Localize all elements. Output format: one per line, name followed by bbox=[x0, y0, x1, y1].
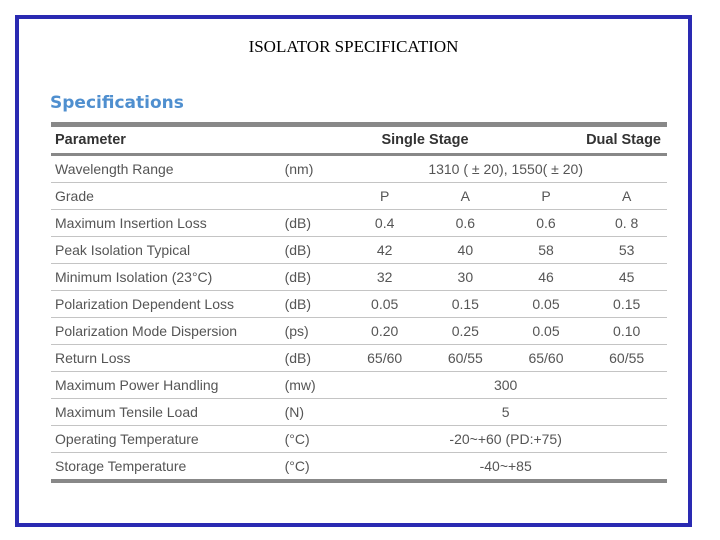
unit-cell: (mw) bbox=[285, 372, 345, 399]
value-cell: 0.20 bbox=[344, 318, 425, 345]
unit-cell: (nm) bbox=[285, 155, 345, 183]
value-cell: 53 bbox=[586, 237, 667, 264]
unit-cell: (N) bbox=[285, 399, 345, 426]
value-cell: 0.05 bbox=[506, 318, 587, 345]
param-cell: Storage Temperature bbox=[51, 453, 285, 482]
value-cell: P bbox=[506, 183, 587, 210]
value-cell: 65/60 bbox=[344, 345, 425, 372]
table-row bbox=[51, 453, 667, 482]
value-cell: 0.05 bbox=[344, 291, 425, 318]
value-cell: 30 bbox=[425, 264, 506, 291]
param-cell: Return Loss bbox=[51, 345, 285, 372]
table-row bbox=[51, 345, 667, 372]
param-cell: Operating Temperature bbox=[51, 426, 285, 453]
value-cell: 45 bbox=[586, 264, 667, 291]
value-cell: 32 bbox=[344, 264, 425, 291]
value-cell: 58 bbox=[506, 237, 587, 264]
param-cell: Polarization Dependent Loss bbox=[51, 291, 285, 318]
value-cell: 65/60 bbox=[506, 345, 587, 372]
table-row bbox=[51, 372, 667, 399]
table-row bbox=[51, 210, 667, 237]
value-cell: 40 bbox=[425, 237, 506, 264]
table-row bbox=[51, 399, 667, 426]
spec-table bbox=[51, 122, 667, 483]
value-cell: 0.6 bbox=[506, 210, 587, 237]
unit-cell: (dB) bbox=[285, 264, 345, 291]
value-cell: 0.15 bbox=[586, 291, 667, 318]
param-cell: Grade bbox=[51, 183, 285, 210]
table-row bbox=[51, 264, 667, 291]
value-cell: 46 bbox=[506, 264, 587, 291]
table-header-row bbox=[51, 125, 667, 155]
value-cell: A bbox=[586, 183, 667, 210]
unit-cell: (dB) bbox=[285, 291, 345, 318]
slide-title: ISOLATOR SPECIFICATION bbox=[248, 37, 459, 56]
unit-cell: (°C) bbox=[285, 453, 345, 482]
value-cell: 0. 8 bbox=[586, 210, 667, 237]
value-cell: 0.4 bbox=[344, 210, 425, 237]
unit-cell bbox=[285, 183, 345, 210]
table-row bbox=[51, 183, 667, 210]
table-body bbox=[51, 155, 667, 482]
slide-frame bbox=[15, 15, 692, 527]
value-cell: A bbox=[425, 183, 506, 210]
value-cell: 0.05 bbox=[506, 291, 587, 318]
unit-cell: (dB) bbox=[285, 237, 345, 264]
header-parameter: Parameter bbox=[51, 125, 285, 155]
merged-value-cell: 5 bbox=[344, 399, 667, 426]
unit-cell: (ps) bbox=[285, 318, 345, 345]
table-row bbox=[51, 237, 667, 264]
table-row bbox=[51, 318, 667, 345]
param-cell: Maximum Insertion Loss bbox=[51, 210, 285, 237]
value-cell: 60/55 bbox=[586, 345, 667, 372]
header-unit bbox=[285, 125, 345, 155]
value-cell: 42 bbox=[344, 237, 425, 264]
param-cell: Maximum Power Handling bbox=[51, 372, 285, 399]
specifications-heading: Specifications bbox=[50, 93, 184, 113]
unit-cell: (dB) bbox=[285, 210, 345, 237]
merged-value-cell: -20~+60 (PD:+75) bbox=[344, 426, 667, 453]
param-cell: Peak Isolation Typical bbox=[51, 237, 285, 264]
value-cell: 0.25 bbox=[425, 318, 506, 345]
param-cell: Polarization Mode Dispersion bbox=[51, 318, 285, 345]
value-cell: 0.6 bbox=[425, 210, 506, 237]
table-row bbox=[51, 426, 667, 453]
unit-cell: (°C) bbox=[285, 426, 345, 453]
merged-value-cell: -40~+85 bbox=[344, 453, 667, 482]
header-single-stage: Single Stage bbox=[344, 125, 505, 155]
param-cell: Minimum Isolation (23°C) bbox=[51, 264, 285, 291]
value-cell: 60/55 bbox=[425, 345, 506, 372]
header-dual-stage: Dual Stage bbox=[506, 125, 667, 155]
unit-cell: (dB) bbox=[285, 345, 345, 372]
merged-value-cell: 300 bbox=[344, 372, 667, 399]
value-cell: 0.10 bbox=[586, 318, 667, 345]
merged-value-cell: 1310 ( ± 20), 1550( ± 20) bbox=[344, 155, 667, 183]
table-row bbox=[51, 155, 667, 183]
value-cell: P bbox=[344, 183, 425, 210]
value-cell: 0.15 bbox=[425, 291, 506, 318]
param-cell: Maximum Tensile Load bbox=[51, 399, 285, 426]
param-cell: Wavelength Range bbox=[51, 155, 285, 183]
table-row bbox=[51, 291, 667, 318]
